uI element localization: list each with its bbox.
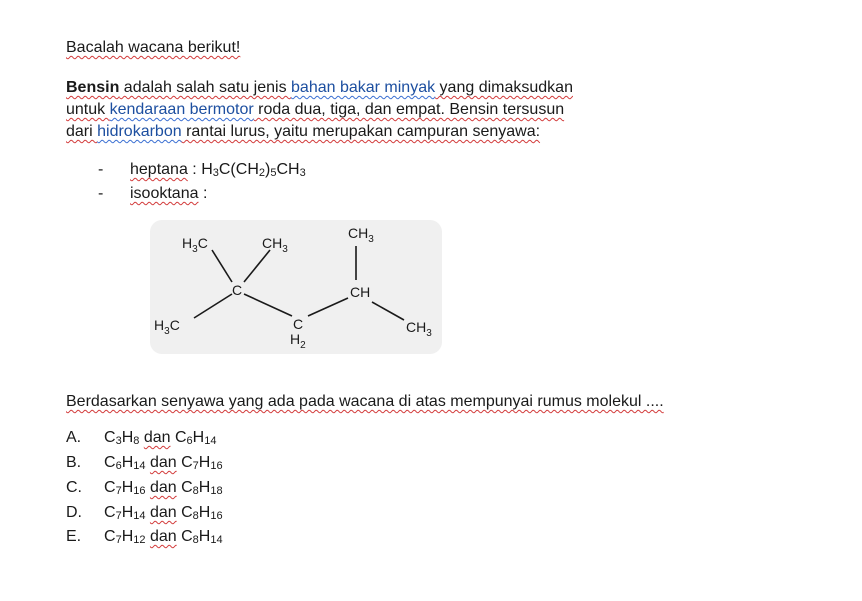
option-conjunction: dan	[149, 454, 177, 471]
bond-line	[372, 302, 404, 320]
label-ch2-c: C	[293, 316, 304, 332]
molecular-formula: $C_8H_{16}$	[181, 504, 223, 522]
option-formula	[104, 503, 223, 523]
option-conjunction: dan	[143, 429, 171, 446]
label-c-center: C	[232, 282, 243, 298]
option-letter: B.	[66, 454, 82, 471]
label-ch3-right: $CH_3$	[406, 319, 432, 339]
molecular-formula: $C_6H_{14}$	[174, 429, 217, 447]
option-letter: C.	[66, 479, 82, 496]
paragraph-text: dari	[66, 123, 98, 140]
question: Berdasarkan senyawa yang ada pada wacana di atas mempunyai rumus molekul ....	[66, 393, 664, 410]
label-ch3-top-right: $CH_3$	[348, 225, 374, 245]
structure-diagram	[150, 220, 442, 354]
label-ch2-h2: $H_2$	[290, 331, 306, 351]
label-ch: CH	[350, 284, 371, 300]
option-letter: E.	[66, 528, 82, 545]
molecular-formula: $C_7H_{16}$	[104, 479, 146, 497]
bond-line	[194, 294, 232, 318]
paragraph-text: adalah salah satu jenis	[119, 79, 292, 96]
list-separator: :	[198, 185, 208, 202]
isooktana-structure	[150, 220, 442, 354]
heptana-formula: $H_3C(CH_2)_5CH_3$	[201, 161, 306, 179]
list-separator: :	[187, 161, 202, 178]
bond-line	[212, 250, 232, 282]
bond-line	[244, 294, 292, 316]
molecular-formula: $C_3H_8$	[104, 429, 140, 447]
paragraph-line-3	[66, 122, 540, 142]
molecular-formula: $C_7H_{16}$	[181, 454, 223, 472]
paragraph-lead: Bensin	[66, 79, 120, 96]
list-bullet: -	[98, 185, 104, 202]
label-h3c-bottom: $H_3C$	[154, 317, 180, 337]
bond-line	[308, 298, 348, 316]
list-bullet: -	[98, 161, 104, 178]
paragraph-text: roda dua, tiga, dan empat. Bensin tersusun	[253, 101, 565, 118]
paragraph-line-2	[66, 100, 564, 120]
option-conjunction: dan	[149, 504, 177, 521]
link-hidrokarbon[interactable]: hidrokarbon	[97, 123, 182, 140]
instruction: Bacalah wacana berikut!	[66, 39, 241, 56]
molecular-formula: $C_7H_{14}$	[104, 504, 146, 522]
option-conjunction: dan	[149, 479, 177, 496]
question-text	[66, 392, 664, 412]
option-formula	[104, 527, 223, 547]
link-kendaraan-bermotor[interactable]: kendaraan bermotor	[109, 101, 254, 118]
option-letter: D.	[66, 504, 82, 521]
molecular-formula: $C_8H_{18}$	[181, 479, 223, 497]
instruction-text	[66, 38, 240, 58]
option-formula	[104, 453, 223, 473]
option-formula	[104, 478, 223, 498]
label-h3c-top: $H_3C$	[182, 235, 208, 255]
option-letter: A.	[66, 429, 82, 446]
link-bahan-bakar-minyak[interactable]: bahan bakar minyak	[291, 79, 436, 96]
molecular-formula: $C_7H_{12}$	[104, 528, 146, 546]
bond-line	[244, 250, 270, 282]
paragraph-line-1	[66, 78, 573, 98]
paragraph-text: rantai lurus, yaitu merupakan campuran senyawa:	[181, 123, 541, 140]
paragraph-text: untuk	[66, 101, 110, 118]
list-label: isooktana	[130, 185, 199, 202]
label-ch3-top-mid: $CH_3$	[262, 235, 288, 255]
paragraph-text: yang dimaksudkan	[435, 79, 573, 96]
molecular-formula: $C_6H_{14}$	[104, 454, 146, 472]
option-conjunction: dan	[149, 528, 177, 545]
list-label: heptana	[130, 161, 188, 178]
option-formula	[104, 428, 216, 448]
molecular-formula: $C_8H_{14}$	[181, 528, 223, 546]
